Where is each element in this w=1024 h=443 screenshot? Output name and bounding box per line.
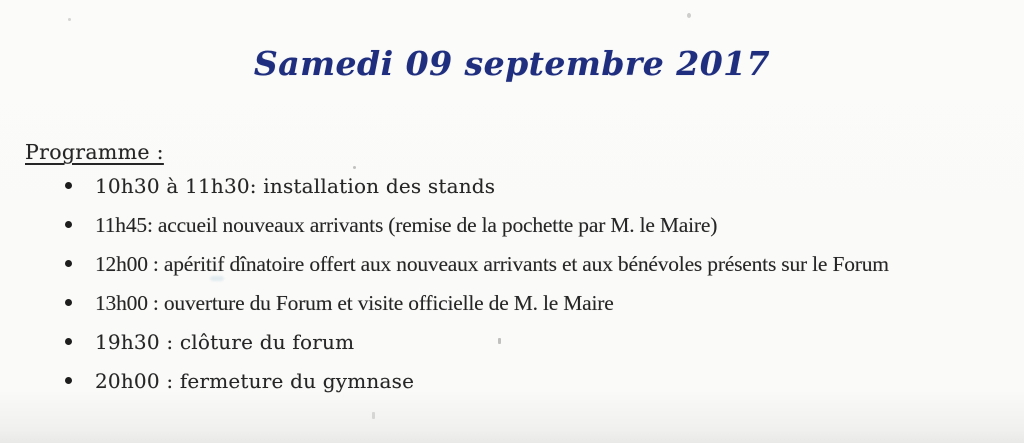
schedule-item xyxy=(63,328,993,356)
schedule-item xyxy=(63,289,993,317)
schedule-item-text: 10h30 à 11h30: installation des stands xyxy=(95,174,496,198)
schedule-item xyxy=(63,211,993,239)
schedule-item xyxy=(63,172,993,200)
scan-speck xyxy=(353,166,356,169)
schedule-item xyxy=(63,367,993,395)
schedule-item-text: 12h00 : apéritif dînatoire offert aux nouveaux arrivants et aux bénévoles présents sur le Forum xyxy=(95,252,889,276)
page-title: Samedi 09 septembre 2017 xyxy=(253,44,771,83)
section-heading: Programme : xyxy=(25,140,164,164)
schedule-item-text: 20h00 : fermeture du gymnase xyxy=(95,369,415,393)
scan-speck xyxy=(687,13,691,18)
bullet-icon xyxy=(63,367,95,395)
schedule-item-text: 19h30 : clôture du forum xyxy=(95,330,355,354)
bullet-icon xyxy=(63,250,95,278)
bullet-icon xyxy=(63,172,95,200)
schedule-list xyxy=(63,172,993,406)
bullet-icon xyxy=(63,211,95,239)
scan-speck xyxy=(68,18,71,21)
schedule-item xyxy=(63,250,993,278)
schedule-item-text: 11h45: accueil nouveaux arrivants (remise de la pochette par M. le Maire) xyxy=(95,213,718,237)
bullet-icon xyxy=(63,328,95,356)
scan-speck xyxy=(372,412,375,419)
schedule-item-text: 13h00 : ouverture du Forum et visite officielle de M. le Maire xyxy=(95,291,614,315)
bullet-icon xyxy=(63,289,95,317)
